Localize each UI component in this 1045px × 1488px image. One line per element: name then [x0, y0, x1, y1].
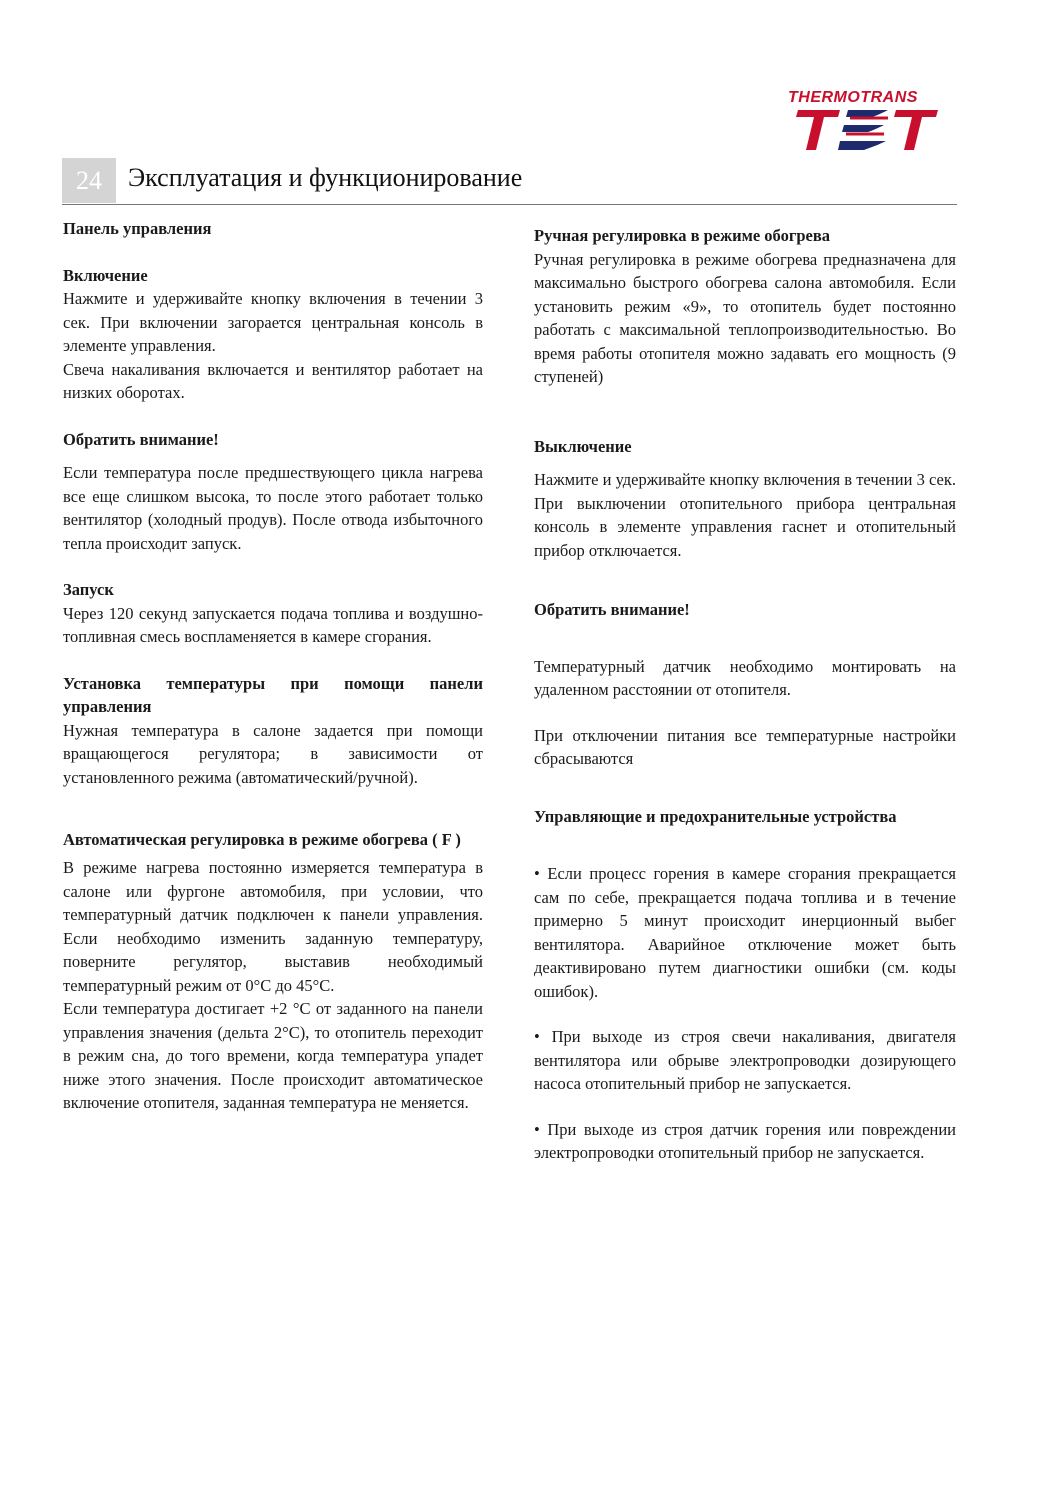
section-heading-manual-regulation: Ручная регулировка в режиме обогрева	[534, 226, 830, 245]
section-heading-safety: Управляющие и предохранительные устройства	[534, 806, 897, 826]
section-heading-power-off: Выключение	[534, 436, 632, 456]
section-heading-power-on: Включение	[63, 265, 148, 285]
left-column	[63, 217, 483, 1115]
power-off-text: Нажмите и удерживайте кнопку включения в течении 3 сек. При выключении отопительного прибора центральная консоль в элементе управления гаснет и отопительный прибор отключается.	[534, 470, 956, 560]
brand-wordmark: THERMOTRANS	[788, 89, 918, 106]
section-heading-auto-regulation: Автоматическая регулировка в режиме обогрева ( F )	[63, 830, 461, 849]
safety-bullet-3: • При выходе из строя датчик горения или повреждении электропроводки отопительный прибор не запускается.	[534, 1119, 956, 1162]
section-heading-panel: Панель управления	[63, 219, 212, 238]
tet-logo-mark	[788, 106, 958, 154]
power-on-text: Нажмите и удерживайте кнопку включения в течении 3 сек. При включении загорается центральная консоль в элементе управления.	[63, 289, 483, 355]
auto-regulation-text-2: Если температура достигает +2 °C от заданного на панели управления значения (дельта 2°C), то отопитель переходит в режим сна, до того времени, когда температура упадет ниже этого значения. После происходит автоматическое включение отопителя, заданная температура не меняется.	[63, 999, 483, 1112]
manual-regulation-text: Ручная регулировка в режиме обогрева предназначена для максимально быстрого обогрева салона автомобиля. Если установить режим «9», то отопитель будет постоянно работать с максимальной теплопроизводительностью. Во время работы отопителя можно задавать его мощность (9 ступеней)	[534, 249, 956, 386]
safety-bullet: • Если процесс горения в камере сгорания прекращается сам по себе, прекращается подача топлива и в течение примерно 5 минут происходит инерционный выбег вентилятора. Аварийное отключение может быть деактивировано путем диагностики ошибки (см. коды ошибок).	[534, 864, 956, 1001]
section-heading-start: Запуск	[63, 580, 114, 599]
section-heading-temperature-setting: Установка температуры при помощи панели управления	[63, 673, 483, 716]
safety-bullet-2: • При выходе из строя свечи накаливания, двигателя вентилятора или обрыве электропроводки дозирующего насоса отопительный прибор не запускается.	[534, 1027, 956, 1093]
section-heading-attention: Обратить внимание!	[63, 429, 219, 449]
start-text: Через 120 секунд запускается подача топлива и воздушно-топливная смесь воспламеняется в камере сгорания.	[63, 603, 483, 646]
attention-right-text: Температурный датчик необходимо монтировать на удаленном расстоянии от отопителя.	[534, 656, 956, 699]
page-header	[62, 158, 957, 205]
page-number: 24	[62, 158, 116, 203]
temperature-setting-text: Нужная температура в салоне задается при помощи вращающегося регулятора; в зависимости от установленного режима (автоматический/ручной).	[63, 720, 483, 787]
auto-regulation-text: В режиме нагрева постоянно измеряется температура в салоне или фургоне автомобиля, при условии, что температурный датчик подключен к панели управления. Если необходимо изменить заданную температуру, поверните регулятор, выставив необходимый температурный режим от 0°C до 45°C.	[63, 858, 483, 995]
power-on-text-2: Свеча накаливания включается и вентилятор работает на низких оборотах.	[63, 359, 483, 402]
attention-right-text-2: При отключении питания все температурные настройки сбрасываются	[534, 725, 956, 768]
right-column	[534, 224, 956, 1165]
attention-text: Если температура после предшествующего цикла нагрева все еще слишком высока, то после этого работает только вентилятор (холодный продув). После отвода избыточного тепла происходит запуск.	[63, 463, 483, 553]
section-heading-attention-right: Обратить внимание!	[534, 600, 690, 619]
thermotrans-logo	[788, 90, 958, 156]
page-title: Эксплуатация и функционирование	[128, 163, 523, 192]
